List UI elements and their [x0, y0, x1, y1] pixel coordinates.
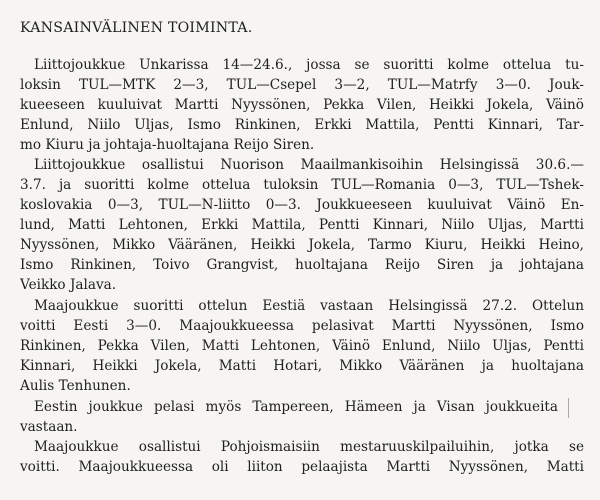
- paragraph-line: Kinnari, Heikki Jokela, Matti Hotari, Mikko Vääränen ja huoltajana: [20, 358, 584, 374]
- section-heading: KANSAINVÄLINEN TOIMINTA.: [20, 20, 253, 36]
- paragraph-line: Maajoukkue osallistui Pohjoismaisiin mestaruuskilpailuihin, jotka se: [34, 439, 584, 455]
- paragraph-line: Eestin joukkue pelasi myös Tampereen, Hämeen ja Visan joukkueita: [34, 399, 558, 415]
- paragraph-line: loksin TUL—MTK 2—3, TUL—Csepel 3—2, TUL—Matrfy 3—0. Jouk-: [20, 77, 584, 93]
- paragraph-line: mo Kiuru ja johtaja-huoltajana Reijo Siren.: [20, 137, 315, 153]
- paragraph-line: Ismo Rinkinen, Toivo Grangvist, huoltajana Reijo Siren ja johtajana: [20, 257, 584, 273]
- paragraph-line: Nyyssönen, Mikko Vääränen, Heikki Jokela, Tarmo Kiuru, Heikki Heino,: [20, 237, 584, 253]
- paragraph-line: lund, Matti Lehtonen, Erkki Mattila, Pentti Kinnari, Niilo Uljas, Martti: [20, 217, 584, 233]
- paragraph-line: Rinkinen, Pekka Vilen, Matti Lehtonen, Väinö Enlund, Niilo Uljas, Pentti: [20, 338, 584, 354]
- paragraph-line: voitti Eesti 3—0. Maajoukkueessa pelasivat Martti Nyyssönen, Ismo: [20, 318, 584, 334]
- paragraph-line: Aulis Tenhunen.: [20, 378, 131, 394]
- paragraph-line: vastaan.: [20, 419, 78, 435]
- paragraph-line: Liittojoukkue Unkarissa 14—24.6., jossa se suoritti kolme ottelua tu-: [34, 57, 584, 73]
- paragraph-line: koslovakia 0—3, TUL—N-liitto 0—3. Joukkueeseen kuuluivat Väinö En-: [20, 197, 584, 213]
- paragraph-line: Veikko Jalava.: [20, 277, 117, 293]
- paragraph-line: kueeseen kuuluivat Martti Nyyssönen, Pekka Vilen, Heikki Jokela, Väinö: [20, 97, 584, 113]
- paragraph-line: Liittojoukkue osallistui Nuorison Maailmankisoihin Helsingissä 30.6.—: [34, 157, 584, 173]
- scan-artifact-mark: [568, 398, 569, 418]
- paragraph-line: Enlund, Niilo Uljas, Ismo Rinkinen, Erkki Mattila, Pentti Kinnari, Tar-: [20, 117, 584, 133]
- paragraph-line: voitti. Maajoukkueessa oli liiton pelaajista Martti Nyyssönen, Matti: [20, 459, 584, 475]
- paragraph-line: Maajoukkue suoritti ottelun Eestiä vastaan Helsingissä 27.2. Ottelun: [34, 298, 584, 314]
- paragraph-line: 3.7. ja suoritti kolme ottelua tuloksin TUL—Romania 0—3, TUL—Tshek-: [20, 177, 584, 193]
